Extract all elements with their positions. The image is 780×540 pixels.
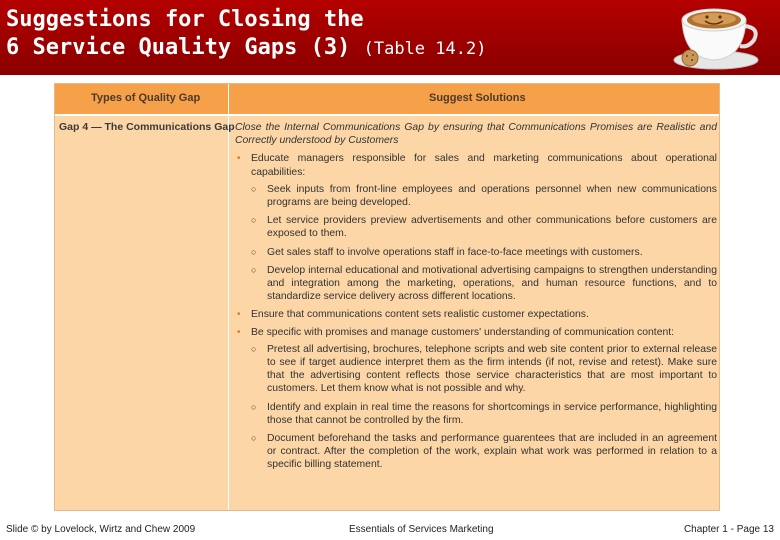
sub-bullet-text: Pretest all advertising, brochures, telephone scripts and web site content prior to external release to see if target audience interpret them as the firm intends (if not, revise and retest). Make sure that the advertising content reflects those service characteristics that are most important to customers. Let them know what is not possible and why.: [267, 343, 717, 395]
coffee-cup-icon: [668, 2, 760, 72]
hollow-circle-icon: ○: [251, 343, 257, 354]
title-line-1: Suggestions for Closing the: [6, 7, 364, 32]
bullet-dot-icon: •: [237, 153, 241, 165]
sub-bullet-item: [235, 246, 717, 259]
hollow-circle-icon: ○: [251, 433, 257, 444]
bullet-text: Be specific with promises and manage customers' understanding of communication content:: [251, 326, 675, 338]
title-line-2: [6, 34, 486, 63]
sub-bullet-item: [235, 183, 717, 209]
column-divider: [228, 84, 229, 510]
bullet-item: [235, 326, 717, 339]
header-divider: [55, 114, 719, 116]
slide-footer: [0, 522, 780, 540]
hollow-circle-icon: ○: [251, 401, 257, 412]
solutions-cell: [235, 121, 717, 477]
sub-bullet-text: Seek inputs from front-line employees and operations personnel when new communications programs are being developed.: [267, 183, 717, 209]
sub-bullet-text: Document beforehand the tasks and performance guarentees that are included in an agreement or contract. After the completion of the work, explain what work was performed in relation to a specific billing statement.: [267, 433, 717, 471]
slide-title: [6, 6, 486, 63]
table-reference: (Table 14.2): [363, 39, 487, 59]
solution-intro: Close the Internal Communications Gap by ensuring that Communications Promises are Realistic and Correctly understood by Customers: [235, 122, 717, 147]
title-line-2-text: 6 Service Quality Gaps (3): [6, 35, 351, 60]
sub-bullet-text: Develop internal educational and motivational advertising campaigns to strengthen understanding and integration among the marketing, operations, and human resource functions, and to standardize service delivery across different locations.: [267, 264, 717, 303]
quality-gap-table: [54, 83, 720, 511]
bullet-item: [235, 308, 717, 321]
sub-bullet-item: [235, 343, 717, 396]
bullet-text: Ensure that communications content sets realistic customer expectations.: [251, 309, 589, 321]
table-header-row: [55, 84, 719, 114]
footer-course-title: Essentials of Services Marketing: [349, 524, 494, 535]
hollow-circle-icon: ○: [251, 215, 257, 226]
sub-bullet-item: [235, 264, 717, 304]
sub-bullet-item: [235, 432, 717, 472]
column-header-gap-type: Types of Quality Gap: [91, 92, 201, 104]
sub-bullet-item: [235, 401, 717, 427]
hollow-circle-icon: ○: [251, 264, 257, 275]
hollow-circle-icon: ○: [251, 183, 257, 194]
title-bar: [0, 0, 780, 75]
sub-bullet-text: Let service providers preview advertisements and other communications before customers are exposed to them.: [267, 215, 717, 240]
bullet-text: Educate managers responsible for sales and marketing communications about operational capabilities:: [251, 153, 717, 178]
bullet-dot-icon: •: [237, 326, 241, 338]
sub-bullet-item: [235, 214, 717, 240]
sub-bullet-text: Get sales staff to involve operations staff in face-to-face meetings with customers.: [267, 246, 643, 258]
column-header-solutions: Suggest Solutions: [429, 92, 526, 104]
bullet-dot-icon: •: [237, 309, 241, 321]
footer-page-number: Chapter 1 - Page 13: [683, 524, 774, 535]
hollow-circle-icon: ○: [251, 246, 257, 257]
sub-bullet-text: Identify and explain in real time the reasons for shortcomings in service performance, highlighting those that cannot be controlled by the firm.: [267, 401, 717, 426]
bullet-item: [235, 152, 717, 178]
gap-type-cell: Gap 4 — The Communications Gap: [59, 121, 235, 133]
footer-copyright: Slide © by Lovelock, Wirtz and Chew 2009: [6, 524, 196, 535]
